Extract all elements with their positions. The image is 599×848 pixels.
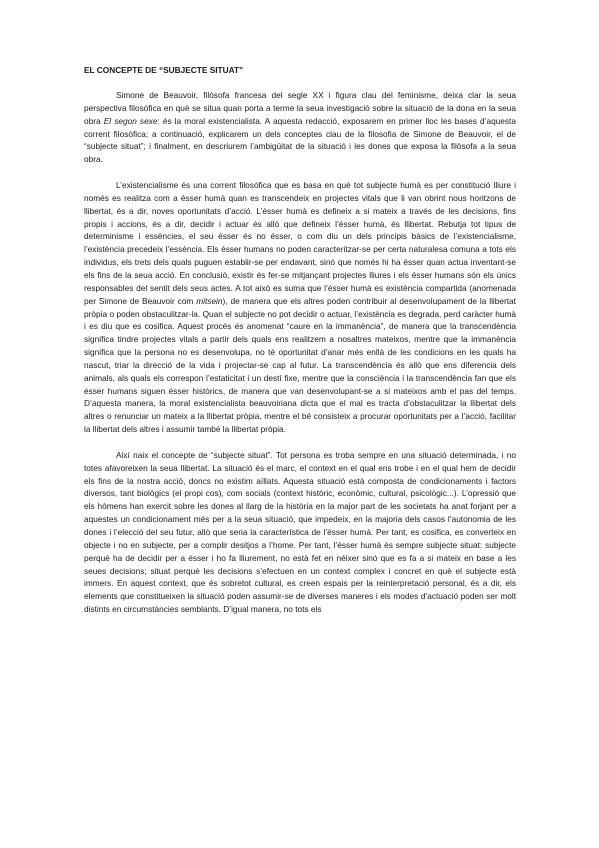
document-title: EL CONCEPTE DE “SUBJECTE SITUAT”: [84, 65, 244, 75]
italic-text: El segon sexe: [103, 115, 158, 126]
italic-text: mitsein: [196, 295, 223, 306]
paragraph-2: [84, 179, 516, 436]
paragraph-3: [84, 449, 516, 616]
paragraph-text: : és la moral existencialista. A aquesta redacció, exposarem en primer lloc les bases d’aquesta corrent filosòfica; a continuació, explicarem un dels conceptes clau de la filosofia de Simone de Beauvoir, el de “subjecte situat”; i finalment, en descriurem l’ambigüitat de la situació i les dones que exposa la filòsofa a la seua obra.: [84, 115, 516, 165]
paragraph-1: [84, 89, 516, 166]
paragraph-text: ), de manera que els altres poden contribuir al desenvolupament de la llibertat pròpia o poden obstaculitzar-la. Quan el subjecte no pot decidir o actuar, l’existència es degrada, perd caràcter humà i es diu que es cosifica. Aquest procés és anomenat “caure en la immanència”, de manera que la transcendència significa tindre projectes vitals a partir dels quals ens realitzem a nosaltres mateixos, mentre que la immanència significa que la persona no es desenvolupa, no té oportunitat d’anar més enllà de les condicions en les quals ha nascut, triar la direcció de la vida i projectar-se cap al futur. La transcendència és allò que ens diferencia dels animals, als quals els correspon l’estaticitat i un destí fixe, mentre que la consciència i la transcendència fan que els ésser humans siguen ésser històrics, de manera que van desenvolupant-se a si mateixos amb el pas del temps. D’aquesta manera, la moral existencialista beauvoiriana dicta que el mal es tracta d’obstaculitzar la llibertat dels altres o renunciar un mateix a la llibertat pròpia, mentre el bé consisteix a procurar oportunitats per a l’acció, facilitar la llibertat dels altres i assumir també la llibertat pròpia.: [84, 295, 516, 435]
paragraph-text: L’existencialisme és una corrent filosòfica que es basa en què tot subjecte humà es per constitució lliure i només es realitza com a ésser humà quan es transcendeix en projectes vitals que li van obrint nous horitzons de llibertat, és a dir, noves oportunitats d’acció. L’ésser humà es defineix a si mateix a través de les decisions, fins propis i accions, és a dir, decidir i actuar és allò que defineix l’ésser humà, és llibertat. Rebutja tot tipus de determinisme i essències, el seu ésser és no ésser, o com diu un dels principis bàsics de l’existencialisme, l’existència precedeix l’essència. Els ésser humans no poden caracteritzar-se per certa naturalesa comuna a tots els individus, els trets dels quals puguen establir-se per endavant, sinó que només hi ha ésser quan actua inventant-se els fins de la seua acció. En conclusió, existir és fer-se mitjançant projectes lliures i els ésser humans són els únics responsables del sentit dels seus actes. A tot això es suma que l’ésser humà es existència compartida (anomenada per Simone de Beauvoir com: [84, 180, 516, 306]
paragraph-text: Així naix el concepte de “subjecte situat”. Tot persona es troba sempre en una situació determinada, i no totes afavoreixen la seua llibertat. La situació és el marc, el context en el qual ens trobe i en el qual hem de decidir els fins de la nostra acció, doncs no existim aïllats. Aquesta situació està composta de condicionaments i factors diversos, tant biològics (el propi cos), com socials (context històric, econòmic, cultural, psicològic...). L’opressió que els hòmens han exercit sobre les dones al llarg de la història en la major part de les societats ha anat forjant per a aquestes un condicionament més per a la seua situació, que impedeix, en la majoria dels casos l’autonomia de les dones i l’elecció del seu futur, allò que seria la característica de l’ésser humà. Per tant, es cosifica, es converteix en objecte i no en subjecte, per a complir desitjos a l’home. Per tant, l’ésser humà és sempre subjecte situat: subjecte perquè ha de decidir per a ésser i ho fa lliurement, no està fet en néixer sinó que es fa a si mateix en base a les seues decisions; situat perquè les decisions s’efectuen en un context complex i concret en què el subjecte està immers. En aquest context, que és sobretot cultural, es creen espais per la reinterpretació personal, és a dir, els elements que constitueixen la situació poden assumir-se de diverses maneres i els modes d’actuació poden ser molt distints en circumstàncies semblants. D’igual manera, no tots els: [84, 449, 516, 615]
document-page: [84, 64, 516, 629]
paragraph-text: Simone de Beauvoir, filòsofa francesa del segle XX i figura clau del feminisme, deixa clar la seua perspectiva filosòfica en què se situa quan porta a terme la seua investigació sobre la situació de la dona en la seua obra: [84, 90, 516, 126]
